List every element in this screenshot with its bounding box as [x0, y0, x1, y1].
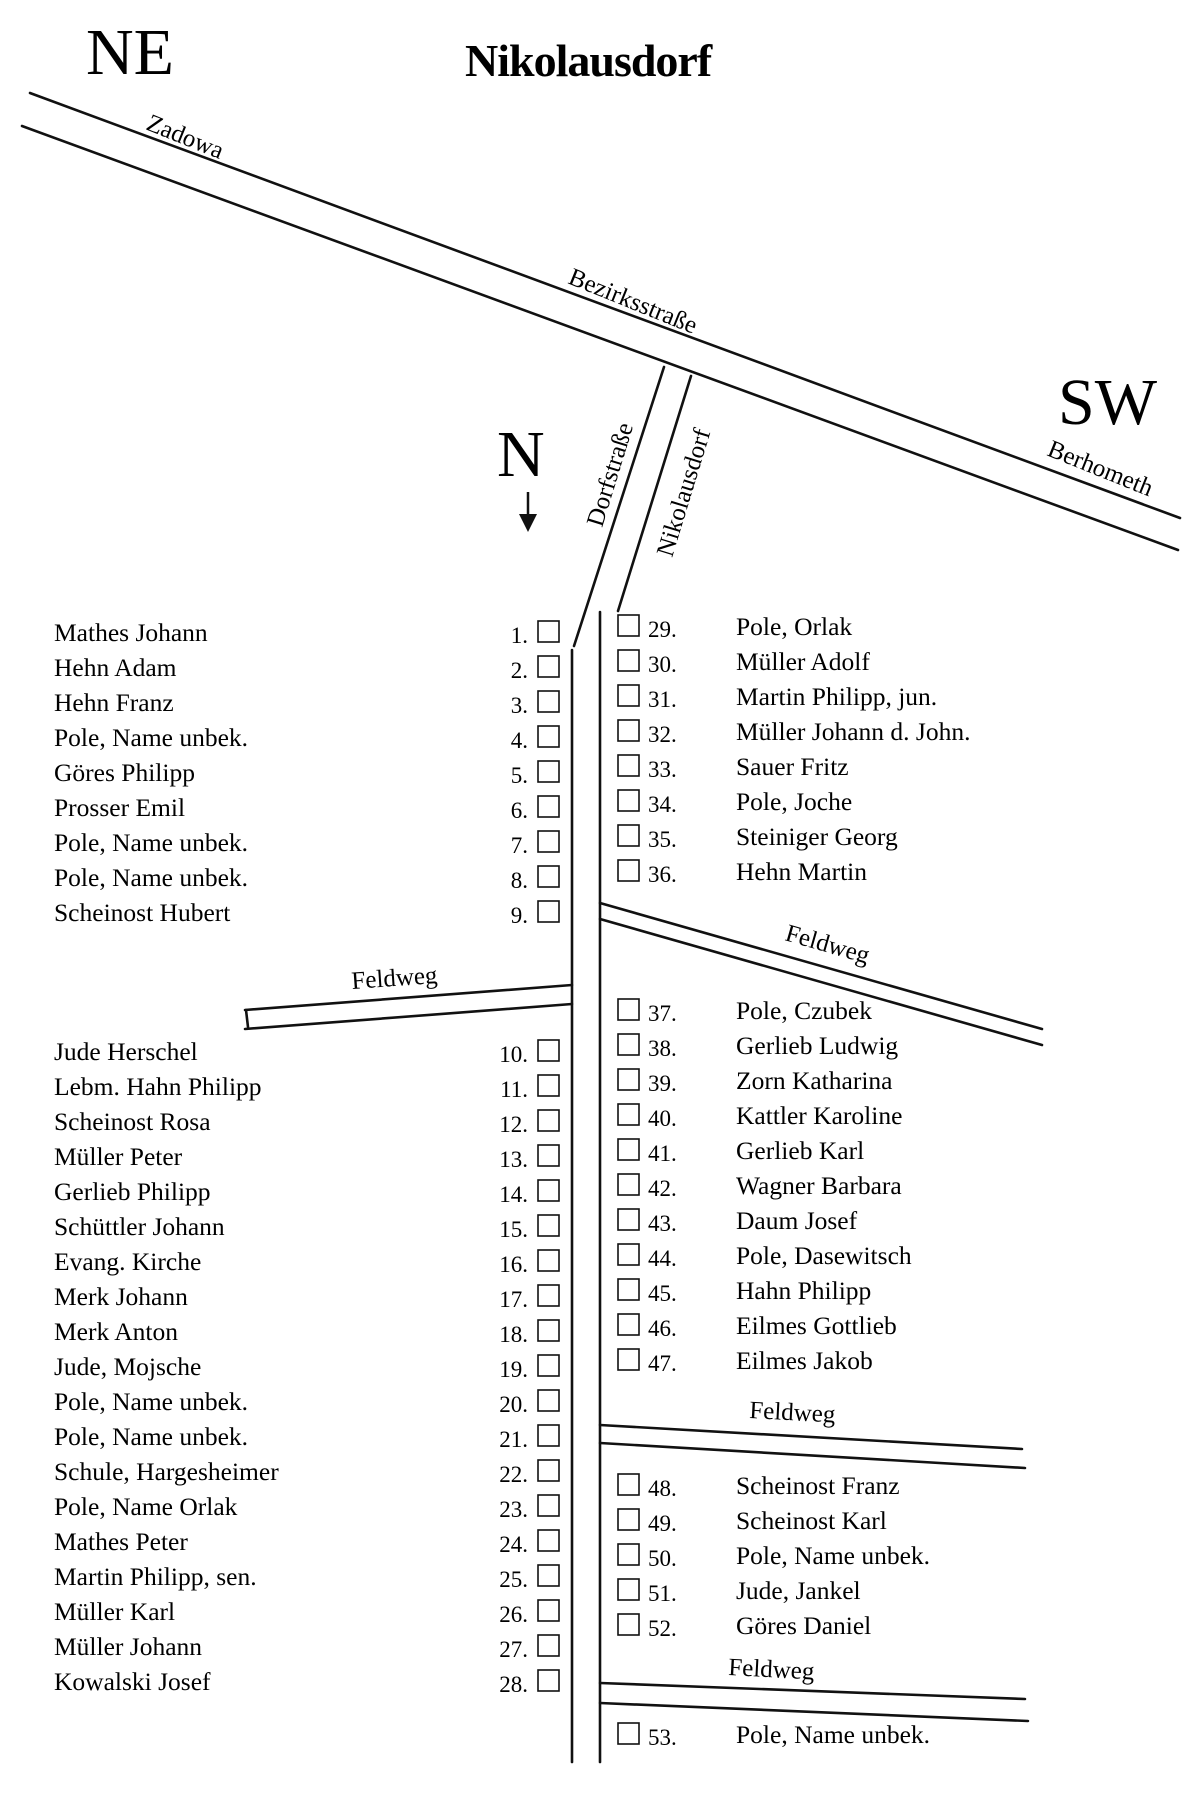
- house-number: 42.: [648, 1176, 677, 1201]
- house-owner-name: Müller Karl: [54, 1597, 176, 1626]
- house-number: 24.: [499, 1532, 528, 1557]
- house-owner-name: Pole, Name unbek.: [54, 1422, 249, 1451]
- house-owner-name: Pole, Czubek: [736, 996, 872, 1025]
- house-row: [618, 1276, 871, 1306]
- house-marker-icon: [618, 1034, 639, 1055]
- house-row: [54, 1597, 559, 1627]
- house-row: [54, 653, 559, 683]
- road-label-feldweg-left: Feldweg: [350, 962, 439, 995]
- house-owner-name: Daum Josef: [736, 1206, 858, 1235]
- house-row: [54, 1212, 559, 1242]
- house-number: 48.: [648, 1476, 677, 1501]
- house-row: [618, 996, 872, 1026]
- house-owner-name: Göres Philipp: [54, 758, 195, 787]
- house-row: [54, 1492, 559, 1522]
- house-row: [618, 1576, 861, 1606]
- house-row: [618, 1346, 873, 1376]
- house-owner-name: Evang. Kirche: [54, 1247, 202, 1276]
- house-owner-name: Jude, Jankel: [736, 1576, 861, 1605]
- house-row: [54, 688, 559, 718]
- house-number: 39.: [648, 1071, 677, 1096]
- house-owner-name: Eilmes Jakob: [736, 1346, 873, 1375]
- compass-north-label: N: [497, 418, 545, 491]
- house-row: [618, 787, 852, 817]
- house-owner-name: Jude, Mojsche: [54, 1352, 202, 1381]
- house-row: [618, 1506, 887, 1536]
- house-owner-name: Hehn Adam: [54, 653, 177, 682]
- house-number: 50.: [648, 1546, 677, 1571]
- house-owner-name: Kowalski Josef: [54, 1667, 211, 1696]
- feldweg-left: [245, 985, 572, 1029]
- house-number: 36.: [648, 862, 677, 887]
- house-marker-icon: [538, 1355, 559, 1376]
- house-owner-name: Jude Herschel: [54, 1037, 198, 1066]
- house-owner-name: Merk Anton: [54, 1317, 178, 1346]
- house-marker-icon: [538, 1040, 559, 1061]
- house-row: [54, 1282, 559, 1312]
- house-number: 45.: [648, 1281, 677, 1306]
- house-row: [618, 822, 898, 852]
- house-marker-icon: [538, 1460, 559, 1481]
- house-marker-icon: [538, 1565, 559, 1586]
- house-owner-name: Müller Johann: [54, 1632, 203, 1661]
- house-marker-icon: [538, 1495, 559, 1516]
- feldweg-right-2: [600, 1425, 1025, 1468]
- house-owner-name: Wagner Barbara: [736, 1171, 902, 1200]
- house-owner-name: Pole, Orlak: [736, 612, 853, 641]
- house-number: 17.: [499, 1287, 528, 1312]
- house-owner-name: Müller Adolf: [736, 647, 870, 676]
- house-row: [54, 1072, 559, 1102]
- road-label-dorfstrasse: Dorfstraße: [581, 419, 639, 530]
- house-row: [618, 1541, 930, 1571]
- house-number: 37.: [648, 1001, 677, 1026]
- house-number: 7.: [510, 833, 528, 858]
- road-label-feldweg-right-2: Feldweg: [748, 1397, 837, 1429]
- house-owner-name: Merk Johann: [54, 1282, 188, 1311]
- house-row: [54, 1387, 559, 1417]
- house-number: 34.: [648, 792, 677, 817]
- house-marker-icon: [618, 1174, 639, 1195]
- road-label-bezirksstrasse: Bezirksstraße: [564, 263, 702, 340]
- house-marker-icon: [618, 1244, 639, 1265]
- house-marker-icon: [618, 1614, 639, 1635]
- house-marker-icon: [538, 1110, 559, 1131]
- house-number: 13.: [499, 1147, 528, 1172]
- house-number: 12.: [499, 1112, 528, 1137]
- house-marker-icon: [618, 1314, 639, 1335]
- house-owner-name: Gerlieb Karl: [736, 1136, 865, 1165]
- house-marker-icon: [538, 831, 559, 852]
- house-number: 8.: [510, 868, 528, 893]
- house-owner-name: Müller Peter: [54, 1142, 183, 1171]
- house-row: [54, 1177, 559, 1207]
- house-marker-icon: [538, 726, 559, 747]
- house-number: 11.: [500, 1077, 528, 1102]
- house-number: 21.: [499, 1427, 528, 1452]
- house-marker-icon: [618, 825, 639, 846]
- house-number: 43.: [648, 1211, 677, 1236]
- road-label-zadowa: Zadowa: [142, 109, 228, 165]
- house-row: [618, 1171, 902, 1201]
- house-list-left: [54, 618, 559, 1697]
- house-owner-name: Pole, Name unbek.: [736, 1541, 931, 1570]
- house-number: 1.: [510, 623, 528, 648]
- house-owner-name: Eilmes Gottlieb: [736, 1311, 897, 1340]
- house-marker-icon: [618, 999, 639, 1020]
- house-owner-name: Pole, Joche: [736, 787, 853, 816]
- house-row: [618, 1311, 897, 1341]
- house-owner-name: Martin Philipp, sen.: [54, 1562, 257, 1591]
- house-owner-name: Scheinost Rosa: [54, 1107, 211, 1136]
- house-row: [54, 723, 559, 753]
- compass-ne-label: NE: [86, 16, 174, 89]
- house-owner-name: Scheinost Hubert: [54, 898, 231, 927]
- house-marker-icon: [538, 656, 559, 677]
- house-number: 3.: [510, 693, 528, 718]
- house-row: [618, 1206, 858, 1236]
- house-row: [54, 618, 559, 648]
- house-owner-name: Scheinost Karl: [736, 1506, 887, 1535]
- house-row: [618, 752, 849, 782]
- house-number: 38.: [648, 1036, 677, 1061]
- house-number: 35.: [648, 827, 677, 852]
- house-number: 49.: [648, 1511, 677, 1536]
- house-owner-name: Pole, Name unbek.: [54, 1387, 249, 1416]
- house-row: [54, 863, 559, 893]
- north-arrow-icon: [519, 492, 537, 532]
- house-number: 14.: [499, 1182, 528, 1207]
- house-marker-icon: [538, 1530, 559, 1551]
- map-title: Nikolausdorf: [465, 35, 712, 86]
- house-marker-icon: [538, 1320, 559, 1341]
- house-row: [618, 682, 937, 712]
- house-marker-icon: [618, 720, 639, 741]
- house-owner-name: Mathes Johann: [54, 618, 208, 647]
- house-marker-icon: [618, 1069, 639, 1090]
- house-number: 18.: [499, 1322, 528, 1347]
- house-number: 26.: [499, 1602, 528, 1627]
- house-number: 25.: [499, 1567, 528, 1592]
- house-row: [54, 1107, 559, 1137]
- house-number: 4.: [510, 728, 528, 753]
- house-row: [618, 612, 852, 642]
- house-row: [54, 1352, 559, 1382]
- house-marker-icon: [618, 1579, 639, 1600]
- house-marker-icon: [538, 621, 559, 642]
- house-marker-icon: [618, 1349, 639, 1370]
- house-marker-icon: [538, 1635, 559, 1656]
- house-owner-name: Schule, Hargesheimer: [54, 1457, 279, 1486]
- house-row: [54, 758, 559, 788]
- house-owner-name: Steiniger Georg: [736, 822, 898, 851]
- house-marker-icon: [618, 1474, 639, 1495]
- house-marker-icon: [538, 1145, 559, 1166]
- house-marker-icon: [618, 1723, 639, 1744]
- house-marker-icon: [618, 860, 639, 881]
- road-label-feldweg-right-3: Feldweg: [727, 1654, 816, 1686]
- house-row: [618, 1066, 892, 1096]
- house-owner-name: Martin Philipp, jun.: [736, 682, 938, 711]
- house-owner-name: Lebm. Hahn Philipp: [54, 1072, 262, 1101]
- house-owner-name: Pole, Name unbek.: [54, 863, 249, 892]
- house-marker-icon: [618, 1209, 639, 1230]
- house-row: [618, 1136, 864, 1166]
- house-owner-name: Zorn Katharina: [736, 1066, 893, 1095]
- house-owner-name: Pole, Name unbek.: [736, 1720, 931, 1749]
- house-marker-icon: [538, 796, 559, 817]
- house-row: [618, 1611, 871, 1641]
- house-marker-icon: [538, 901, 559, 922]
- house-marker-icon: [538, 866, 559, 887]
- house-row: [54, 1317, 559, 1347]
- house-marker-icon: [538, 1215, 559, 1236]
- house-number: 6.: [510, 798, 528, 823]
- house-marker-icon: [538, 691, 559, 712]
- house-number: 31.: [648, 687, 677, 712]
- house-row: [618, 1241, 912, 1271]
- house-number: 19.: [499, 1357, 528, 1382]
- house-owner-name: Sauer Fritz: [736, 752, 849, 781]
- house-marker-icon: [618, 615, 639, 636]
- house-marker-icon: [538, 1180, 559, 1201]
- house-number: 51.: [648, 1581, 677, 1606]
- house-row: [54, 1527, 559, 1557]
- house-row: [54, 1247, 559, 1277]
- house-number: 9.: [510, 903, 528, 928]
- house-row: [54, 1457, 559, 1487]
- house-number: 47.: [648, 1351, 677, 1376]
- house-number: 15.: [499, 1217, 528, 1242]
- house-number: 16.: [499, 1252, 528, 1277]
- house-number: 46.: [648, 1316, 677, 1341]
- house-owner-name: Scheinost Franz: [736, 1471, 900, 1500]
- house-marker-icon: [538, 1250, 559, 1271]
- house-marker-icon: [618, 1544, 639, 1565]
- house-marker-icon: [538, 1285, 559, 1306]
- house-owner-name: Pole, Name unbek.: [54, 723, 249, 752]
- house-row: [54, 1142, 559, 1172]
- house-number: 53.: [648, 1725, 677, 1750]
- house-marker-icon: [618, 1509, 639, 1530]
- house-owner-name: Kattler Karoline: [736, 1101, 903, 1130]
- house-marker-icon: [538, 1425, 559, 1446]
- house-owner-name: Göres Daniel: [736, 1611, 872, 1640]
- house-number: 10.: [499, 1042, 528, 1067]
- house-number: 52.: [648, 1616, 677, 1641]
- house-number: 41.: [648, 1141, 677, 1166]
- house-number: 33.: [648, 757, 677, 782]
- house-owner-name: Hehn Franz: [54, 688, 174, 717]
- house-marker-icon: [618, 1139, 639, 1160]
- house-row: [54, 1037, 559, 1067]
- house-row: [54, 1562, 559, 1592]
- compass-sw-label: SW: [1058, 366, 1157, 439]
- road-label-feldweg-right-1: Feldweg: [782, 919, 873, 970]
- house-owner-name: Gerlieb Philipp: [54, 1177, 211, 1206]
- house-row: [54, 1422, 559, 1452]
- house-number: 32.: [648, 722, 677, 747]
- house-marker-icon: [618, 685, 639, 706]
- house-number: 29.: [648, 617, 677, 642]
- house-row: [618, 1101, 902, 1131]
- house-owner-name: Hahn Philipp: [736, 1276, 872, 1305]
- house-row: [54, 898, 559, 928]
- house-row: [618, 1720, 930, 1750]
- house-row: [618, 717, 970, 747]
- feldweg-right-3: [600, 1683, 1028, 1721]
- house-marker-icon: [618, 755, 639, 776]
- house-marker-icon: [618, 1104, 639, 1125]
- house-row: [54, 1632, 559, 1662]
- house-marker-icon: [618, 790, 639, 811]
- house-number: 5.: [510, 763, 528, 788]
- house-number: 23.: [499, 1497, 528, 1522]
- house-marker-icon: [538, 761, 559, 782]
- house-list-right: [618, 612, 970, 1750]
- house-owner-name: Pole, Dasewitsch: [736, 1241, 912, 1270]
- house-marker-icon: [538, 1390, 559, 1411]
- road-label-nikolausdorf: Nikolausdorf: [651, 425, 717, 560]
- house-number: 20.: [499, 1392, 528, 1417]
- house-number: 27.: [499, 1637, 528, 1662]
- house-number: 40.: [648, 1106, 677, 1131]
- house-owner-name: Prosser Emil: [54, 793, 186, 822]
- house-row: [618, 1471, 900, 1501]
- house-number: 28.: [499, 1672, 528, 1697]
- house-marker-icon: [538, 1075, 559, 1096]
- house-row: [618, 647, 870, 677]
- house-marker-icon: [618, 1279, 639, 1300]
- house-owner-name: Hehn Martin: [736, 857, 868, 886]
- house-owner-name: Pole, Name unbek.: [54, 828, 249, 857]
- house-number: 30.: [648, 652, 677, 677]
- house-owner-name: Müller Johann d. John.: [736, 717, 971, 746]
- house-row: [54, 1667, 559, 1697]
- house-owner-name: Pole, Name Orlak: [54, 1492, 238, 1521]
- house-marker-icon: [618, 650, 639, 671]
- house-row: [54, 828, 559, 858]
- road-label-berhometh: Berhometh: [1043, 435, 1157, 503]
- house-marker-icon: [538, 1670, 559, 1691]
- house-number: 22.: [499, 1462, 528, 1487]
- house-owner-name: Mathes Peter: [54, 1527, 188, 1556]
- house-number: 44.: [648, 1246, 677, 1271]
- house-row: [618, 1031, 898, 1061]
- house-owner-name: Schüttler Johann: [54, 1212, 225, 1241]
- house-number: 2.: [510, 658, 528, 683]
- house-row: [54, 793, 559, 823]
- house-owner-name: Gerlieb Ludwig: [736, 1031, 899, 1060]
- house-marker-icon: [538, 1600, 559, 1621]
- house-row: [618, 857, 867, 887]
